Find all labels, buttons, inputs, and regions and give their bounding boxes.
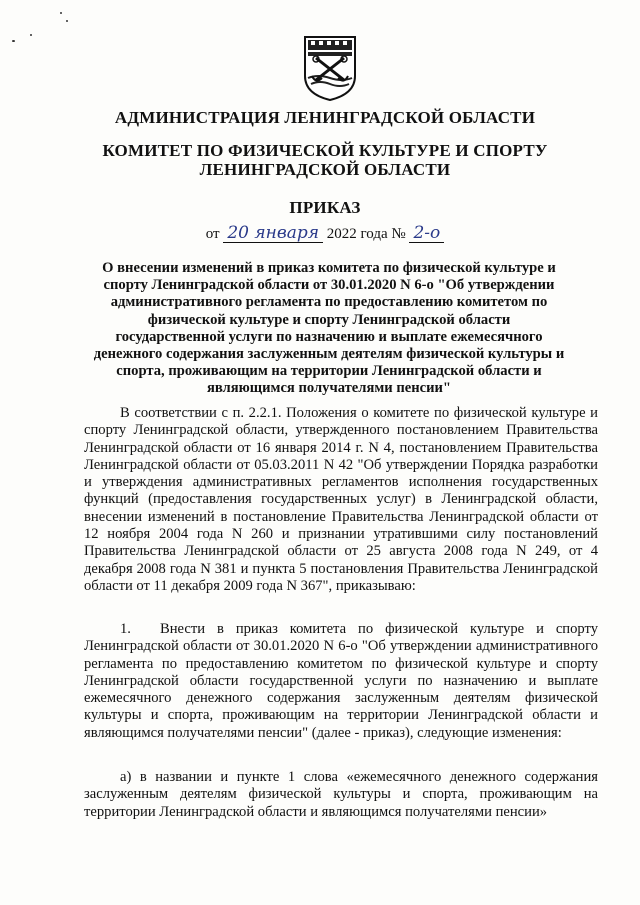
committee-title-line2: ЛЕНИНГРАДСКОЙ ОБЛАСТИ	[199, 160, 451, 179]
scan-speck	[30, 34, 32, 36]
preamble-paragraph: В соответствии с п. 2.2.1. Положения о комитете по физической культуре и спорту Ленинградской области, утвержденного постановлением Правительства Ленинградской области от 16 января 2014 г. N 4, постановлением Правительства Ленинградской области от 05.03.2011 N 42 "Об утверждении Порядка разработки и утверждения административных регламентов исполнения государственных функций (предоставления государственных услуг) в Ленинградской области, внесении изменений в постановление Правительства Ленинградской области от 12 ноября 2004 года N 260 и признании утратившими силу постановлений Правительства Ленинградской области от 25 августа 2008 года N 249, от 4 декабря 2008 года N 381 и пункта 5 постановления Правительства Ленинградской области от 11 декабря 2009 года N 367", приказываю:	[84, 405, 598, 594]
item-1-number: 1.	[120, 621, 131, 637]
committee-title-line1: КОМИТЕТ ПО ФИЗИЧЕСКОЙ КУЛЬТУРЕ И СПОРТУ	[102, 141, 548, 160]
item-a-paragraph: а) в названии и пункте 1 слова «ежемесячного денежного содержания заслуженным деятелям физической культуры и спорта, проживающим на территории Ленинградской области и являющимся получателями пенсии»	[84, 769, 598, 820]
item-1-text: Внести в приказ комитета по физической культуре и спорту Ленинградской области от 30.01.2020 N 6-о "Об утверждении административного регламента по предоставлению комитетом по физической культуре и спорту Ленинградской области государственной услуги по назначению и выплате ежемесячного денежного содержания заслуженным деятелям физической культуры и спорта, проживающим на территории Ленинградской области и являющимся получателями пенсии" (далее - приказ), следующие изменения:	[84, 621, 598, 741]
date-prefix: от	[205, 226, 220, 242]
scan-speck	[12, 40, 15, 42]
handwritten-order-number: 2-о	[409, 224, 444, 243]
document-type: ПРИКАЗ	[289, 198, 361, 217]
order-subject: О внесении изменений в приказ комитета по физической культуре и спорту Ленинградской области от 30.01.2020 N 6-о "Об утверждении административного регламента по предоставлению комитетом по физической культуре и спорту Ленинградской области государственной услуги по назначению и выплате ежемесячного денежного содержания заслуженным деятелям физической культуры и спорта, проживающим на территории Ленинградской области и являющимся получателями пенсии"	[93, 260, 565, 397]
handwritten-date: 20 января	[223, 224, 323, 243]
year-and-number-label: 2022 года №	[326, 226, 406, 242]
scan-speck	[66, 20, 68, 22]
coat-of-arms-emblem	[302, 34, 358, 102]
scan-speck	[60, 12, 62, 14]
order-dateline	[60, 224, 590, 243]
committee-title	[60, 141, 590, 179]
item-1-paragraph	[84, 621, 598, 742]
administration-title: АДМИНИСТРАЦИЯ ЛЕНИНГРАДСКОЙ ОБЛАСТИ	[114, 108, 536, 127]
